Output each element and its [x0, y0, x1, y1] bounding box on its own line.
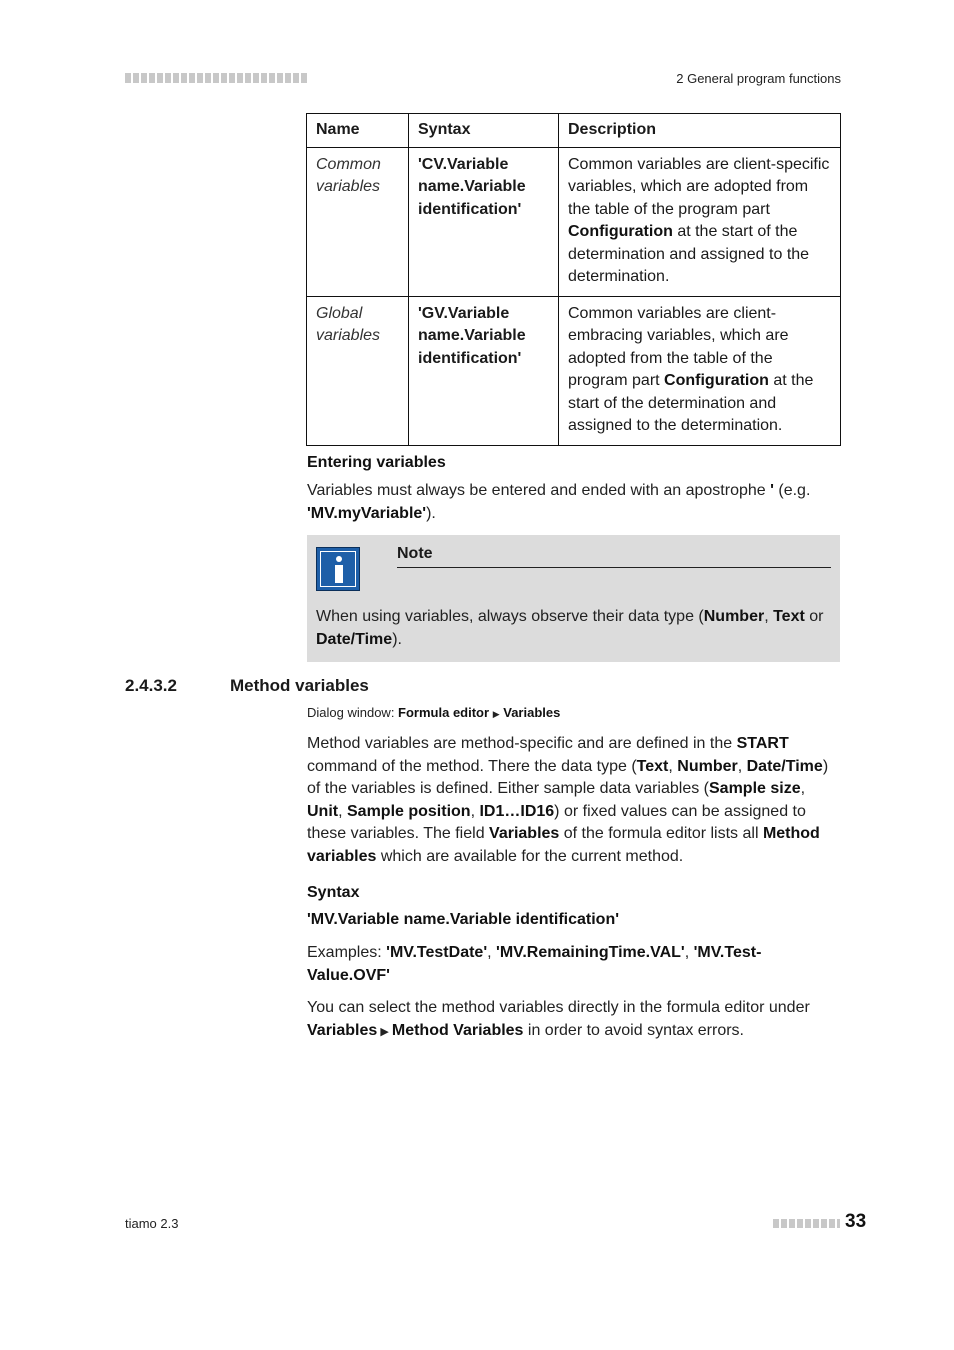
table-row	[307, 147, 841, 296]
variables-table	[306, 113, 841, 446]
arrow-right-icon: ▶	[492, 709, 500, 719]
footer-decoration	[773, 1219, 840, 1228]
header-decoration	[125, 73, 307, 83]
row-syntax: 'CV.Variable name.Variable identification'	[409, 147, 559, 296]
footer-product: tiamo 2.3	[125, 1216, 179, 1231]
table-row	[307, 296, 841, 445]
section-number: 2.4.3.2	[125, 676, 177, 695]
select-variables-text: You can select the method variables directly in the formula editor under Variables ▶ Method Variables in order to avoid syntax errors.	[307, 999, 810, 1039]
note-box	[307, 535, 840, 662]
column-header-syntax: Syntax	[409, 114, 559, 148]
arrow-right-icon: ▶	[377, 1025, 392, 1038]
entering-variables-heading: Entering variables	[307, 454, 446, 471]
row-name: Global variables	[307, 296, 409, 445]
info-icon	[316, 547, 360, 591]
method-variables-paragraph: Method variables are method-specific and are defined in the START command of the method. There the data type (Text, Number, Date/Time) of the variables is defined. Either sample data variables (Sample size, Unit, Sample position, ID1…ID16) or fixed values can be assigned to these variables. The field Variables of the formula editor lists all Method variables which are available for the current method.	[307, 735, 829, 865]
entering-variables-text: Variables must always be entered and ended with an apostrophe ' (e.g. 'MV.myVariable').	[307, 482, 811, 522]
row-description: Common variables are client-specific variables, which are adopted from the table of the program part Configuration at the start of the determination and assigned to the determination.	[559, 147, 841, 296]
note-text: When using variables, always observe their data type (Number, Text or Date/Time).	[316, 608, 824, 648]
note-divider	[397, 567, 831, 568]
syntax-heading: Syntax	[307, 884, 360, 901]
column-header-description: Description	[559, 114, 841, 148]
table-header-row	[307, 114, 841, 148]
page-number: 33	[845, 1211, 867, 1232]
note-title: Note	[397, 545, 433, 562]
dialog-window-path: Dialog window: Formula editor ▶ Variables	[307, 705, 561, 720]
examples-text: Examples: 'MV.TestDate', 'MV.RemainingTime.VAL', 'MV.Test-Value.OVF'	[307, 944, 762, 984]
row-description: Common variables are client-embracing variables, which are adopted from the table of the program part Configuration at the start of the determination and assigned to the determination.	[559, 296, 841, 445]
column-header-name: Name	[307, 114, 409, 148]
section-title: Method variables	[230, 676, 369, 695]
row-syntax: 'GV.Variable name.Variable identification'	[409, 296, 559, 445]
running-header: 2 General program functions	[676, 71, 841, 86]
syntax-line: 'MV.Variable name.Variable identification'	[307, 911, 620, 928]
row-name: Common variables	[307, 147, 409, 296]
